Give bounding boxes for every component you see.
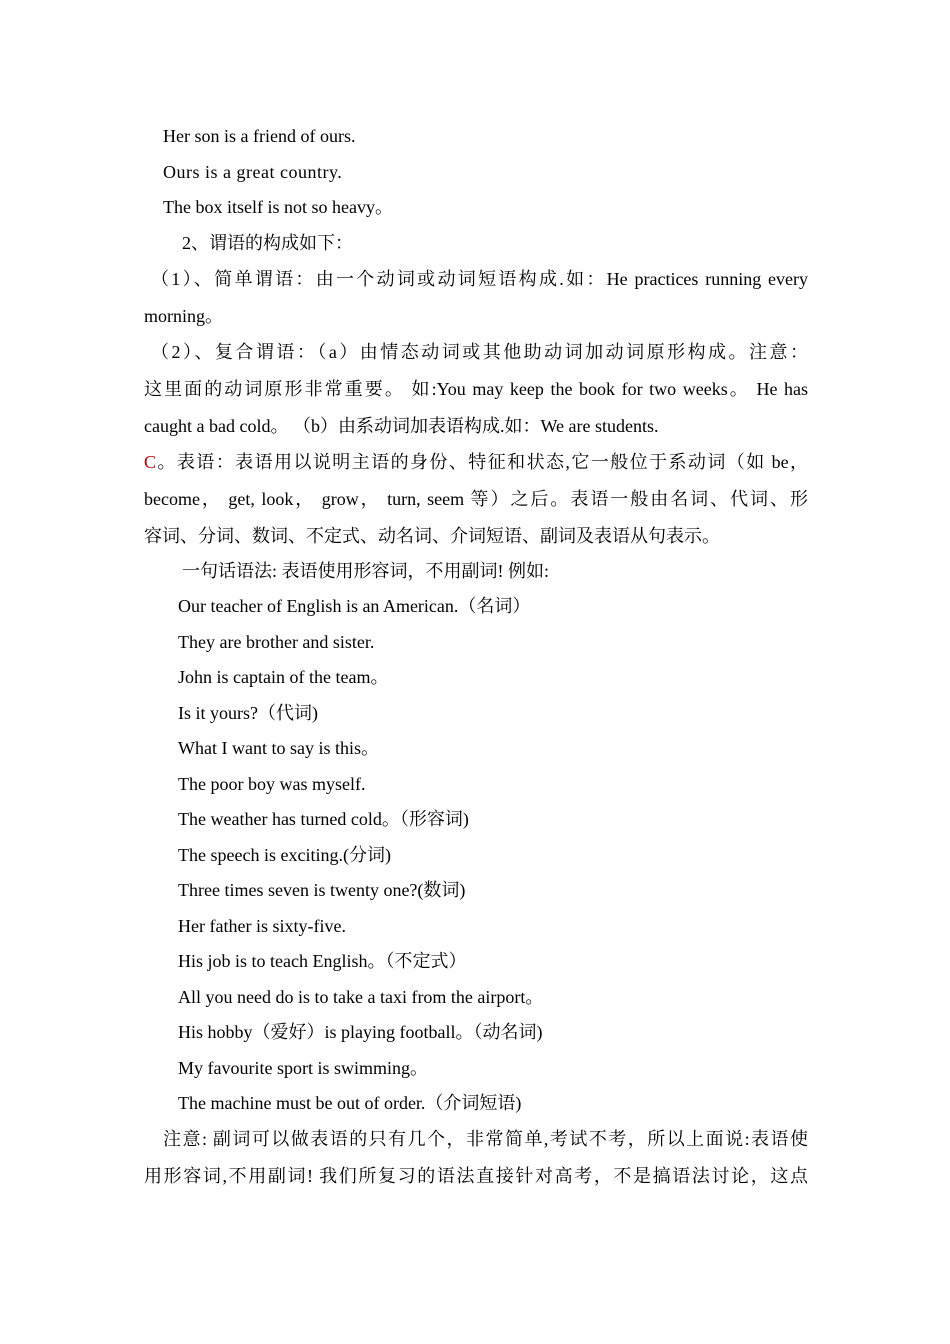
example-sentence: The poor boy was myself. <box>178 774 366 794</box>
paragraph-line: 这里面的动词原形非常重要。 如:You may keep the book for two weeks。 He has <box>144 379 808 399</box>
grammar-rule-line: 一句话语法: 表语使用形容词，不用副词! 例如: <box>182 561 549 581</box>
example-sentence: The box itself is not so heavy。 <box>163 197 393 217</box>
example-sentence: They are brother and sister. <box>178 632 375 652</box>
paragraph-line <box>144 450 808 474</box>
example-sentence: The speech is exciting.(分词) <box>178 845 391 865</box>
section-text: 。表语：表语用以说明主语的身份、特征和状态,它一般位于系动词（如 be， <box>156 452 808 472</box>
example-sentence: John is captain of the team。 <box>178 667 389 687</box>
paragraph-line: morning。 <box>144 306 223 326</box>
example-sentence: My favourite sport is swimming。 <box>178 1058 428 1078</box>
paragraph-line: become， get, look， grow， turn, seem 等）之后。表语一般由名词、代词、形 <box>144 489 808 509</box>
example-sentence: His hobby（爱好）is playing football。（动名词) <box>178 1022 543 1042</box>
example-sentence: The weather has turned cold。（形容词) <box>178 809 469 829</box>
example-sentence: His job is to teach English。（不定式） <box>178 951 467 971</box>
example-sentence: Her son is a friend of ours. <box>163 126 356 146</box>
paragraph-line: （2）、复合谓语：（a）由情态动词或其他助动词加动词原形构成。注意： <box>151 342 808 362</box>
example-sentence: All you need do is to take a taxi from the airport。 <box>178 987 544 1007</box>
note-line: 用形容词,不用副词! 我们所复习的语法直接针对高考，不是搞语法讨论，这点 <box>144 1166 808 1186</box>
example-sentence: Our teacher of English is an American.（名词） <box>178 596 531 616</box>
example-sentence: Three times seven is twenty one?(数词) <box>178 880 466 900</box>
section-marker: C <box>144 452 157 472</box>
example-sentence: Is it yours?（代词) <box>178 703 318 723</box>
subsection-heading: 2、谓语的构成如下： <box>182 233 353 253</box>
example-sentence: The machine must be out of order.（介词短语) <box>178 1093 522 1113</box>
example-sentence: Her father is sixty-five. <box>178 916 346 936</box>
paragraph-line: caught a bad cold。 （b）由系动词加表语构成.如：We are students. <box>144 416 659 436</box>
paragraph-line: （1）、简单谓语：由一个动词或动词短语构成.如：He practices running every <box>151 269 808 289</box>
example-sentence: What I want to say is this。 <box>178 738 379 758</box>
note-line: 注意: 副词可以做表语的只有几个，非常简单,考试不考，所以上面说:表语使 <box>163 1129 808 1149</box>
example-sentence: Ours is a great country. <box>163 162 343 182</box>
paragraph-line: 容词、分词、数词、不定式、动名词、介词短语、副词及表语从句表示。 <box>144 526 720 546</box>
